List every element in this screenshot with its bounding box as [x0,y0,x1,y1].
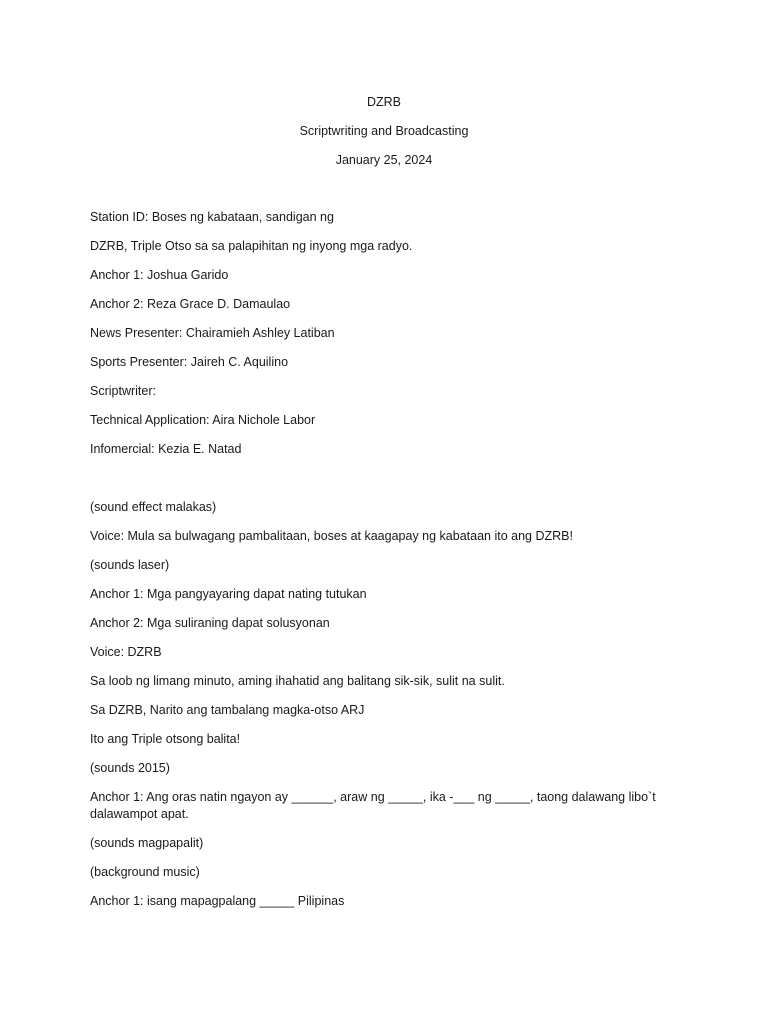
credit-line: News Presenter: Chairamieh Ashley Latiban [90,326,335,340]
script-line: (sounds magpapalit) [90,836,204,850]
credit-line: Scriptwriter: [90,384,156,398]
credit-line: Infomercial: Kezia E. Natad [90,442,242,456]
script-line: (background music) [90,865,200,879]
script-line: Anchor 2: Mga suliraning dapat solusyonan [90,616,330,630]
document-header [0,94,768,181]
script-line: (sounds 2015) [90,761,170,775]
script-line: (sound effect malakas) [90,500,217,514]
script-line: Ito ang Triple otsong balita! [90,732,241,746]
credit-line: Anchor 1: Joshua Garido [90,268,229,282]
credit-line: DZRB, Triple Otso sa sa palapihitan ng inyong mga radyo. [90,239,413,253]
script-line: Sa DZRB, Narito ang tambalang magka-otso ARJ [90,703,365,717]
document-date: January 25, 2024 [335,153,433,167]
credit-line: Anchor 2: Reza Grace D. Damaulao [90,297,291,311]
script-line: Anchor 1: Mga pangyayaring dapat nating tutukan [90,587,367,601]
script-line: Anchor 1: Ang oras natin ngayon ay ______, araw ng _____, ika -___ ng _____, taong dalawang libo`t dalawampot apat. [90,790,656,821]
script-line: Voice: DZRB [90,645,162,659]
credit-line: Sports Presenter: Jaireh C. Aquilino [90,355,289,369]
script-line: Sa loob ng limang minuto, aming ihahatid ang balitang sik-sik, sulit na sulit. [90,674,505,688]
document-subject: Scriptwriting and Broadcasting [299,124,469,138]
script-line: (sounds laser) [90,558,170,572]
credit-line: Technical Application: Aira Nichole Labor [90,413,316,427]
credit-line: Station ID: Boses ng kabataan, sandigan ng [90,210,334,224]
document-body [90,209,690,922]
script-line: Anchor 1: isang mapagpalang _____ Pilipinas [90,894,345,908]
station-name: DZRB [366,95,402,109]
script-line: Voice: Mula sa bulwagang pambalitaan, boses at kaagapay ng kabataan ito ang DZRB! [90,529,573,543]
